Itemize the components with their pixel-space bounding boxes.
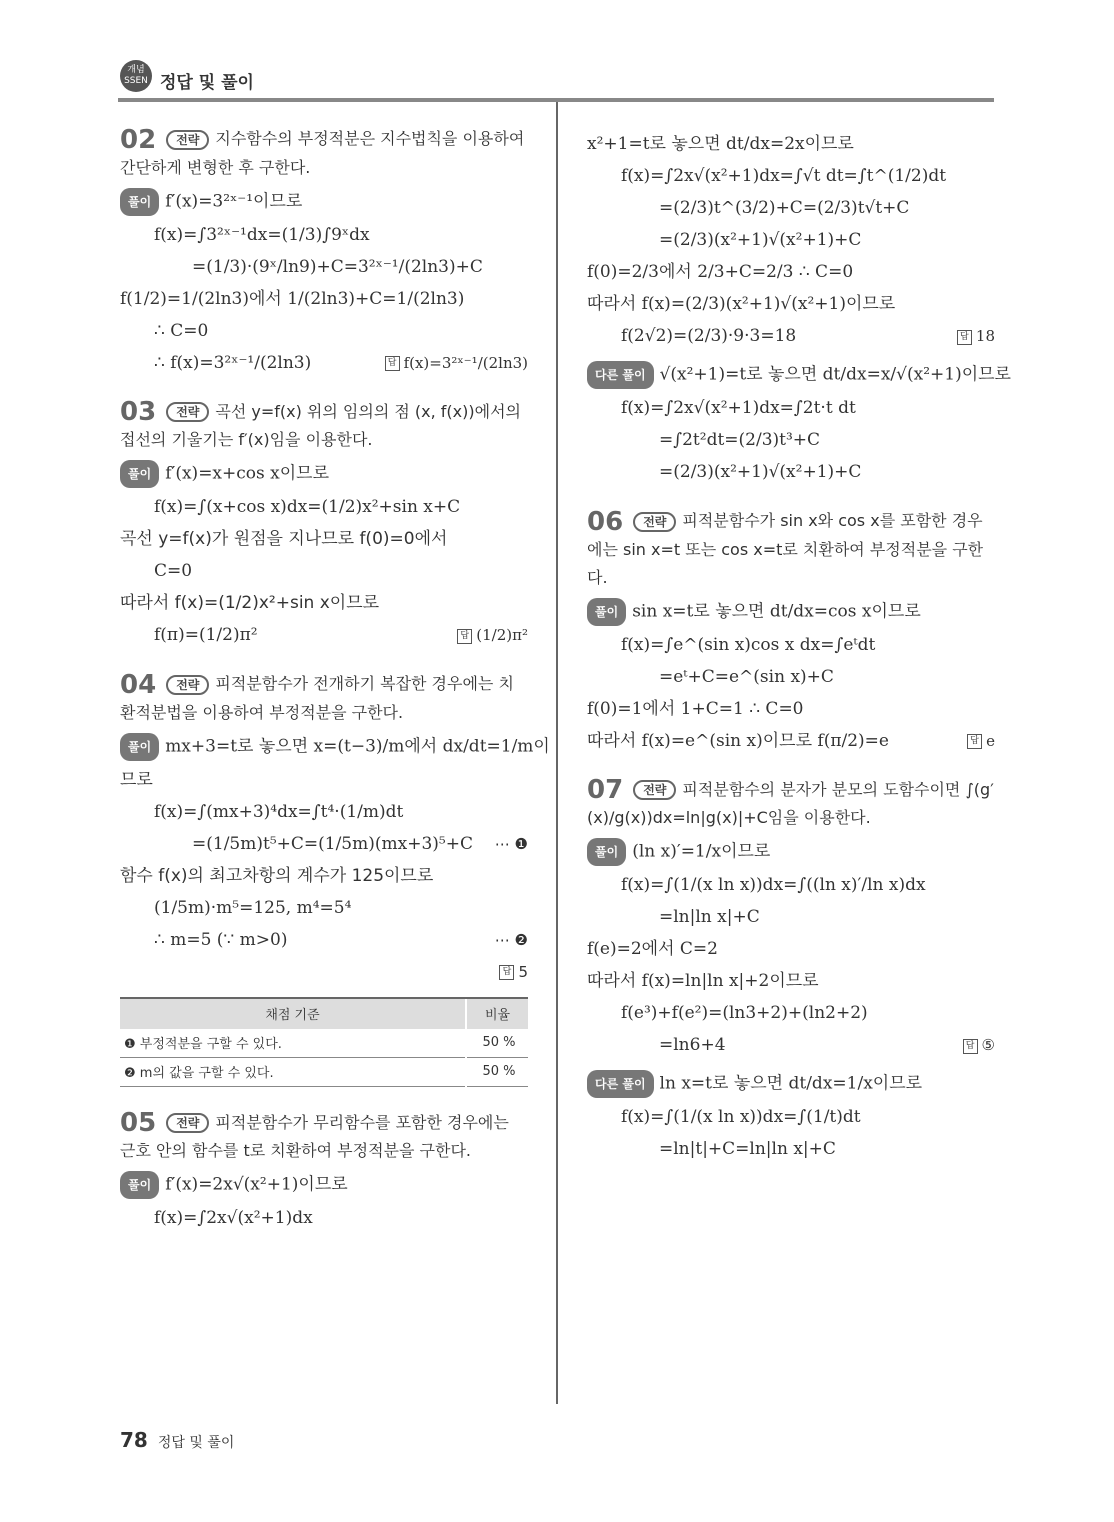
step: f(x)=∫2x√(x²+1)dx=∫2t·t dt bbox=[621, 398, 856, 418]
step: √(x²+1)=t로 놓으면 dt/dx=x/√(x²+1)이므로 bbox=[659, 364, 1011, 385]
table-header: 채점 기준 bbox=[120, 998, 466, 1029]
problem-number: 02 bbox=[120, 124, 157, 155]
left-column bbox=[120, 124, 550, 1237]
step: ∴ f(x)=3²ˣ⁻¹/(2ln3) bbox=[154, 352, 312, 373]
step: =ln6+4 bbox=[659, 1035, 726, 1055]
step: f(x)=∫(1/(x ln x))dx=∫(1/t)dt bbox=[621, 1107, 861, 1127]
problem-number: 06 bbox=[587, 506, 624, 537]
strategy-tag: 전략 bbox=[166, 130, 209, 150]
step: ∴ C=0 bbox=[154, 320, 209, 341]
scoring-table bbox=[120, 997, 528, 1087]
answer-mark: 답 bbox=[385, 356, 400, 371]
step: (ln x)′=1/x이므로 bbox=[632, 841, 771, 862]
step: f(0)=1에서 1+C=1 ∴ C=0 bbox=[587, 698, 804, 719]
answer bbox=[963, 1032, 995, 1058]
problem-06 bbox=[587, 507, 995, 754]
step: f(π)=(1/2)π² bbox=[154, 625, 258, 645]
step: =ln|t|+C=ln|ln x|+C bbox=[659, 1139, 836, 1159]
answer-mark: 답 bbox=[457, 629, 472, 644]
step: =(1/5m)t⁵+C=(1/5m)(mx+3)⁵+C bbox=[192, 833, 473, 854]
step: f(x)=∫(x+cos x)dx=(1/2)x²+sin x+C bbox=[154, 497, 461, 517]
problem-03 bbox=[120, 398, 528, 649]
step: f(x)=∫e^(sin x)cos x dx=∫eᵗdt bbox=[621, 634, 876, 655]
solution-badge: 풀이 bbox=[120, 1171, 159, 1199]
answer-value: f(x)=3²ˣ⁻¹/(2ln3) bbox=[403, 353, 528, 372]
answer bbox=[457, 622, 528, 648]
answer-mark: 답 bbox=[499, 965, 514, 980]
step: 따라서 f(x)=(2/3)(x²+1)√(x²+1)이므로 bbox=[587, 294, 896, 314]
strategy-tag: 전략 bbox=[633, 780, 676, 800]
answer bbox=[499, 959, 528, 985]
problem-number: 07 bbox=[587, 775, 624, 805]
step: =ln|ln x|+C bbox=[659, 907, 760, 927]
answer-mark: 답 bbox=[967, 734, 982, 749]
answer bbox=[385, 350, 528, 376]
footer-label: 정답 및 풀이 bbox=[157, 1435, 235, 1451]
step: f(x)=∫(mx+3)⁴dx=∫t⁴·(1/m)dt bbox=[154, 801, 404, 822]
solution-badge: 풀이 bbox=[120, 733, 159, 761]
answer-value: (1/2)π² bbox=[476, 626, 528, 644]
answer-value: e bbox=[986, 731, 995, 750]
step: f(2√2)=(2/3)·9·3=18 bbox=[621, 326, 797, 346]
table-cell: 50 % bbox=[466, 1029, 528, 1058]
answer bbox=[957, 323, 995, 349]
step: ln x=t로 놓으면 dt/dx=1/x이므로 bbox=[659, 1073, 923, 1094]
step: f(1/2)=1/(2ln3)에서 1/(2ln3)+C=1/(2ln3) bbox=[120, 288, 465, 309]
table-cell: ❶ 부정적분을 구할 수 있다. bbox=[120, 1029, 466, 1058]
step: =∫2t²dt=(2/3)t³+C bbox=[659, 430, 821, 450]
step: f′(x)=x+cos x이므로 bbox=[165, 463, 330, 484]
step: f(x)=∫2x√(x²+1)dx bbox=[154, 1208, 313, 1228]
score-marker: ⋯ ❷ bbox=[494, 930, 528, 949]
step: f(e³)+f(e²)=(ln3+2)+(ln2+2) bbox=[621, 1003, 868, 1023]
problem-04 bbox=[120, 669, 550, 1087]
strategy-text: 피적분함수가 전개하기 복잡한 경우에는 치환적분법을 이용하여 부정적분을 구한다. bbox=[120, 674, 514, 722]
problem-05-continued bbox=[587, 131, 1011, 485]
strategy-tag: 전략 bbox=[166, 1113, 209, 1133]
other-solution-badge: 다른 풀이 bbox=[587, 361, 654, 389]
solution-badge: 풀이 bbox=[587, 598, 626, 626]
strategy-text: 피적분함수가 sin x와 cos x를 포함한 경우에는 sin x=t 또는 cos x=t로 치환하여 부정적분을 구한다. bbox=[587, 511, 984, 587]
other-solution-badge: 다른 풀이 bbox=[587, 1070, 654, 1098]
problem-number: 04 bbox=[120, 669, 157, 700]
table-cell: ❷ m의 값을 구할 수 있다. bbox=[120, 1057, 466, 1086]
strategy-tag: 전략 bbox=[633, 512, 676, 532]
step: mx+3=t로 놓으면 x=(t−3)/m에서 dx/dt=1/m이 bbox=[165, 736, 550, 756]
page-number: 78 bbox=[120, 1428, 148, 1452]
header-title: 정답 및 풀이 bbox=[160, 73, 254, 93]
strategy-tag: 전략 bbox=[166, 675, 209, 695]
step: f(e)=2에서 C=2 bbox=[587, 939, 718, 959]
score-marker: ⋯ ❶ bbox=[494, 834, 528, 853]
logo-top: 개념 bbox=[127, 65, 145, 75]
answer-mark: 답 bbox=[963, 1039, 978, 1054]
answer-mark: 답 bbox=[957, 330, 972, 345]
strategy-text: 피적분함수가 무리함수를 포함한 경우에는 근호 안의 함수를 t로 치환하여 부정적분을 구한다. bbox=[120, 1112, 509, 1160]
strategy-tag: 전략 bbox=[166, 402, 209, 422]
answer-value: ⑤ bbox=[981, 1036, 995, 1054]
step: =(2/3)t^(3/2)+C=(2/3)t√t+C bbox=[659, 198, 910, 218]
step: x²+1=t로 놓으면 dt/dx=2x이므로 bbox=[587, 134, 854, 154]
step: 함수 f(x)의 최고차항의 계수가 125이므로 bbox=[120, 865, 434, 886]
logo-bottom: SSEN bbox=[124, 76, 148, 86]
page-header bbox=[120, 60, 994, 98]
step: f(x)=∫3²ˣ⁻¹dx=(1/3)∫9ˣdx bbox=[154, 224, 370, 245]
answer-value: 18 bbox=[975, 327, 995, 345]
answer bbox=[967, 728, 995, 754]
column-divider bbox=[556, 102, 558, 1404]
problem-07 bbox=[587, 776, 995, 1163]
table-row bbox=[120, 1057, 528, 1086]
strategy-text: 곡선 y=f(x) 위의 임의의 점 (x, f(x))에서의 접선의 기울기는 f′(x)임을 이용한다. bbox=[120, 401, 521, 449]
step: (1/5m)·m⁵=125, m⁴=5⁴ bbox=[154, 897, 352, 918]
step: 따라서 f(x)=(1/2)x²+sin x이므로 bbox=[120, 593, 380, 613]
solution-badge: 풀이 bbox=[587, 838, 626, 866]
step: sin x=t로 놓으면 dt/dx=cos x이므로 bbox=[632, 601, 921, 621]
step: 므로 bbox=[120, 769, 153, 790]
step: C=0 bbox=[154, 561, 193, 581]
step: f(0)=2/3에서 2/3+C=2/3 ∴ C=0 bbox=[587, 262, 854, 282]
step: 따라서 f(x)=e^(sin x)이므로 f(π/2)=e bbox=[587, 730, 889, 751]
step: =(1/3)·(9ˣ/ln9)+C=3²ˣ⁻¹/(2ln3)+C bbox=[192, 256, 483, 277]
problem-number: 03 bbox=[120, 397, 157, 427]
step: =(2/3)(x²+1)√(x²+1)+C bbox=[659, 230, 862, 250]
table-header: 비율 bbox=[466, 998, 528, 1029]
strategy-text: 지수함수의 부정적분은 지수법칙을 이용하여 간단하게 변형한 후 구한다. bbox=[120, 129, 525, 177]
problem-05 bbox=[120, 1109, 528, 1232]
right-column bbox=[587, 125, 1011, 1168]
solution-badge: 풀이 bbox=[120, 460, 159, 488]
logo bbox=[120, 60, 152, 92]
step: 곡선 y=f(x)가 원점을 지나므로 f(0)=0에서 bbox=[120, 529, 448, 549]
step: =eᵗ+C=e^(sin x)+C bbox=[659, 666, 834, 687]
step: =(2/3)(x²+1)√(x²+1)+C bbox=[659, 462, 862, 482]
problem-02 bbox=[120, 125, 528, 376]
step: ∴ m=5 (∵ m>0) bbox=[154, 929, 288, 950]
step: f′(x)=3²ˣ⁻¹이므로 bbox=[165, 191, 303, 211]
step: f(x)=∫2x√(x²+1)dx=∫√t dt=∫t^(1/2)dt bbox=[621, 166, 947, 186]
step: f′(x)=2x√(x²+1)이므로 bbox=[165, 1174, 348, 1195]
step: 따라서 f(x)=ln|ln x|+2이므로 bbox=[587, 971, 819, 991]
answer-value: 5 bbox=[518, 962, 528, 981]
page-footer bbox=[120, 1428, 234, 1452]
problem-number: 05 bbox=[120, 1108, 157, 1138]
table-cell: 50 % bbox=[466, 1057, 528, 1086]
step: f(x)=∫(1/(x ln x))dx=∫((ln x)′/ln x)dx bbox=[621, 875, 926, 895]
strategy-text: 피적분함수의 분자가 분모의 도함수이면 ∫(g′(x)/g(x))dx=ln|g(x)|+C임을 이용한다. bbox=[587, 779, 994, 827]
solution-badge: 풀이 bbox=[120, 188, 159, 216]
table-row bbox=[120, 1029, 528, 1058]
